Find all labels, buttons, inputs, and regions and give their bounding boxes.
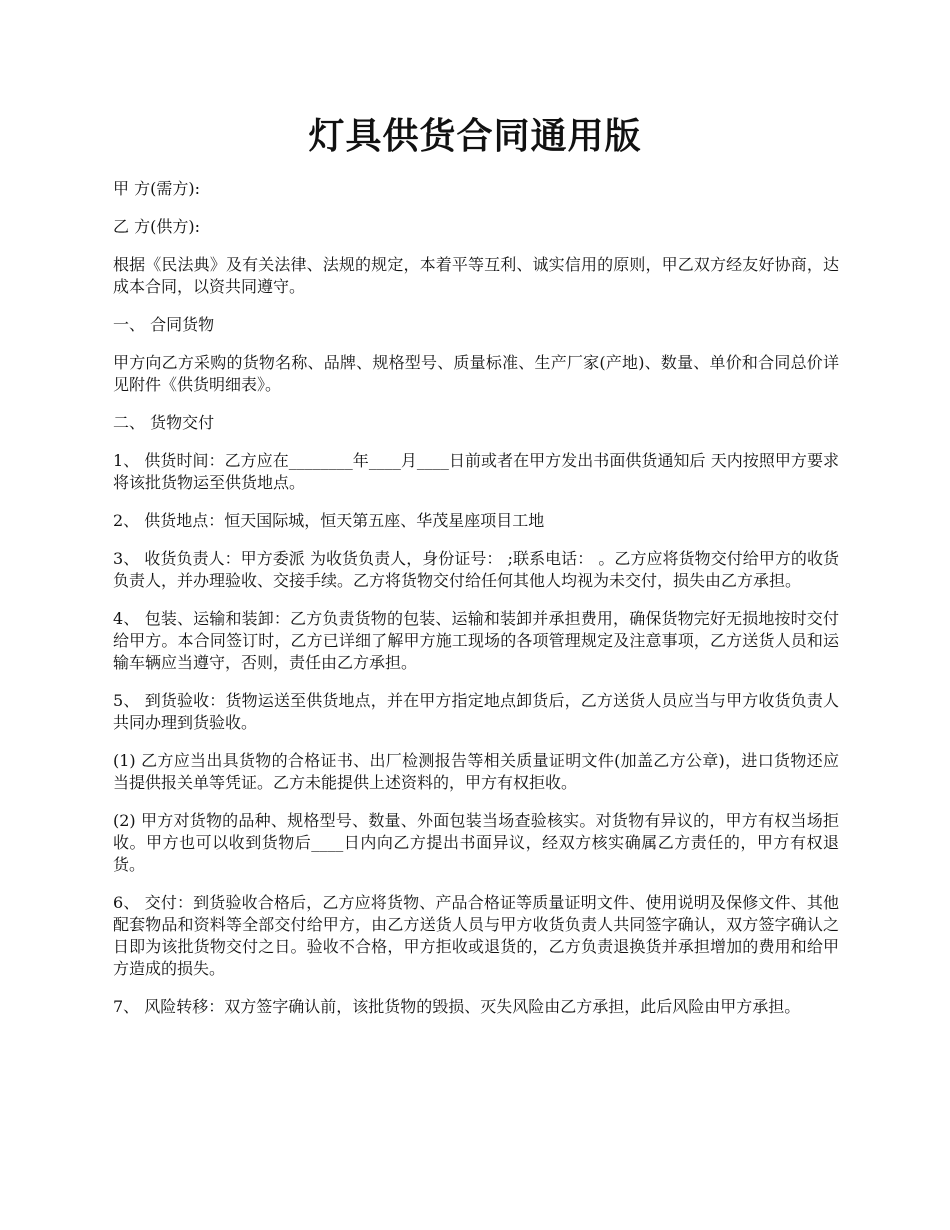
clause-packaging-transport: 4、 包装、运输和装卸：乙方负责货物的包装、运输和装卸并承担费用，确保货物完好无损地按时交付给甲方。本合同签订时，乙方已详细了解甲方施工现场的各项管理规定及注意事项，乙方送货人员和运输车辆应当遵守，否则，责任由乙方承担。 [113, 609, 839, 672]
document-body [113, 178, 839, 1034]
party-b-line: 乙 方(供方): [113, 217, 200, 236]
preamble-paragraph: 根据《民法典》及有关法律、法规的规定，本着平等互利、诚实信用的原则，甲乙双方经友好协商，达成本合同，以资共同遵守。 [113, 255, 839, 296]
document-title: 灯具供货合同通用版 [308, 115, 642, 157]
clause-arrival-inspection: 5、 到货验收：货物运送至供货地点，并在甲方指定地点卸货后，乙方送货人员应当与甲方收货负责人共同办理到货验收。 [113, 691, 839, 732]
clause-receiver: 3、 收货负责人：甲方委派 为收货负责人，身份证号： ;联系电话： 。乙方应将货物交付给甲方的收货负责人，并办理验收、交接手续。乙方将货物交付给任何其他人均视为未交付，损失由乙方承担。 [113, 549, 839, 590]
section-heading-delivery: 二、 货物交付 [113, 413, 215, 432]
clause-risk-transfer: 7、 风险转移：双方签字确认前，该批货物的毁损、灭失风险由乙方承担，此后风险由甲方承担。 [113, 997, 801, 1016]
clause-delivery: 6、 交付：到货验收合格后，乙方应将货物、产品合格证等质量证明文件、使用说明及保修文件、其他配套物品和资料等全部交付给甲方，由乙方送货人员与甲方收货负责人共同签字确认，双方签字确认之日即为该批货物交付之日。验收不合格，甲方拒收或退货的，乙方负责退换货并承担增加的费用和给甲方造成的损失。 [113, 893, 839, 978]
section-heading-goods: 一、 合同货物 [113, 315, 215, 334]
party-a-line: 甲 方(需方): [113, 179, 200, 198]
clause-inspection-item-1: (1) 乙方应当出具货物的合格证书、出厂检测报告等相关质量证明文件(加盖乙方公章)，进口货物还应当提供报关单等凭证。乙方未能提供上述资料的，甲方有权拒收。 [113, 751, 839, 792]
clause-supply-location: 2、 供货地点：恒天国际城，恒天第五座、华茂星座项目工地 [113, 511, 545, 530]
clause-supply-time: 1、 供货时间：乙方应在________年____月____日前或者在甲方发出书面供货通知后 天内按照甲方要求将该批货物运至供货地点。 [113, 451, 839, 492]
clause-inspection-item-2: (2) 甲方对货物的品种、规格型号、数量、外面包装当场查验核实。对货物有异议的，甲方有权当场拒收。甲方也可以收到货物后____日内向乙方提出书面异议，经双方核实确属乙方责任的，甲方有权退货。 [113, 811, 839, 874]
goods-paragraph: 甲方向乙方采购的货物名称、品牌、规格型号、质量标准、生产厂家(产地)、数量、单价和合同总价详见附件《供货明细表》。 [113, 353, 839, 394]
